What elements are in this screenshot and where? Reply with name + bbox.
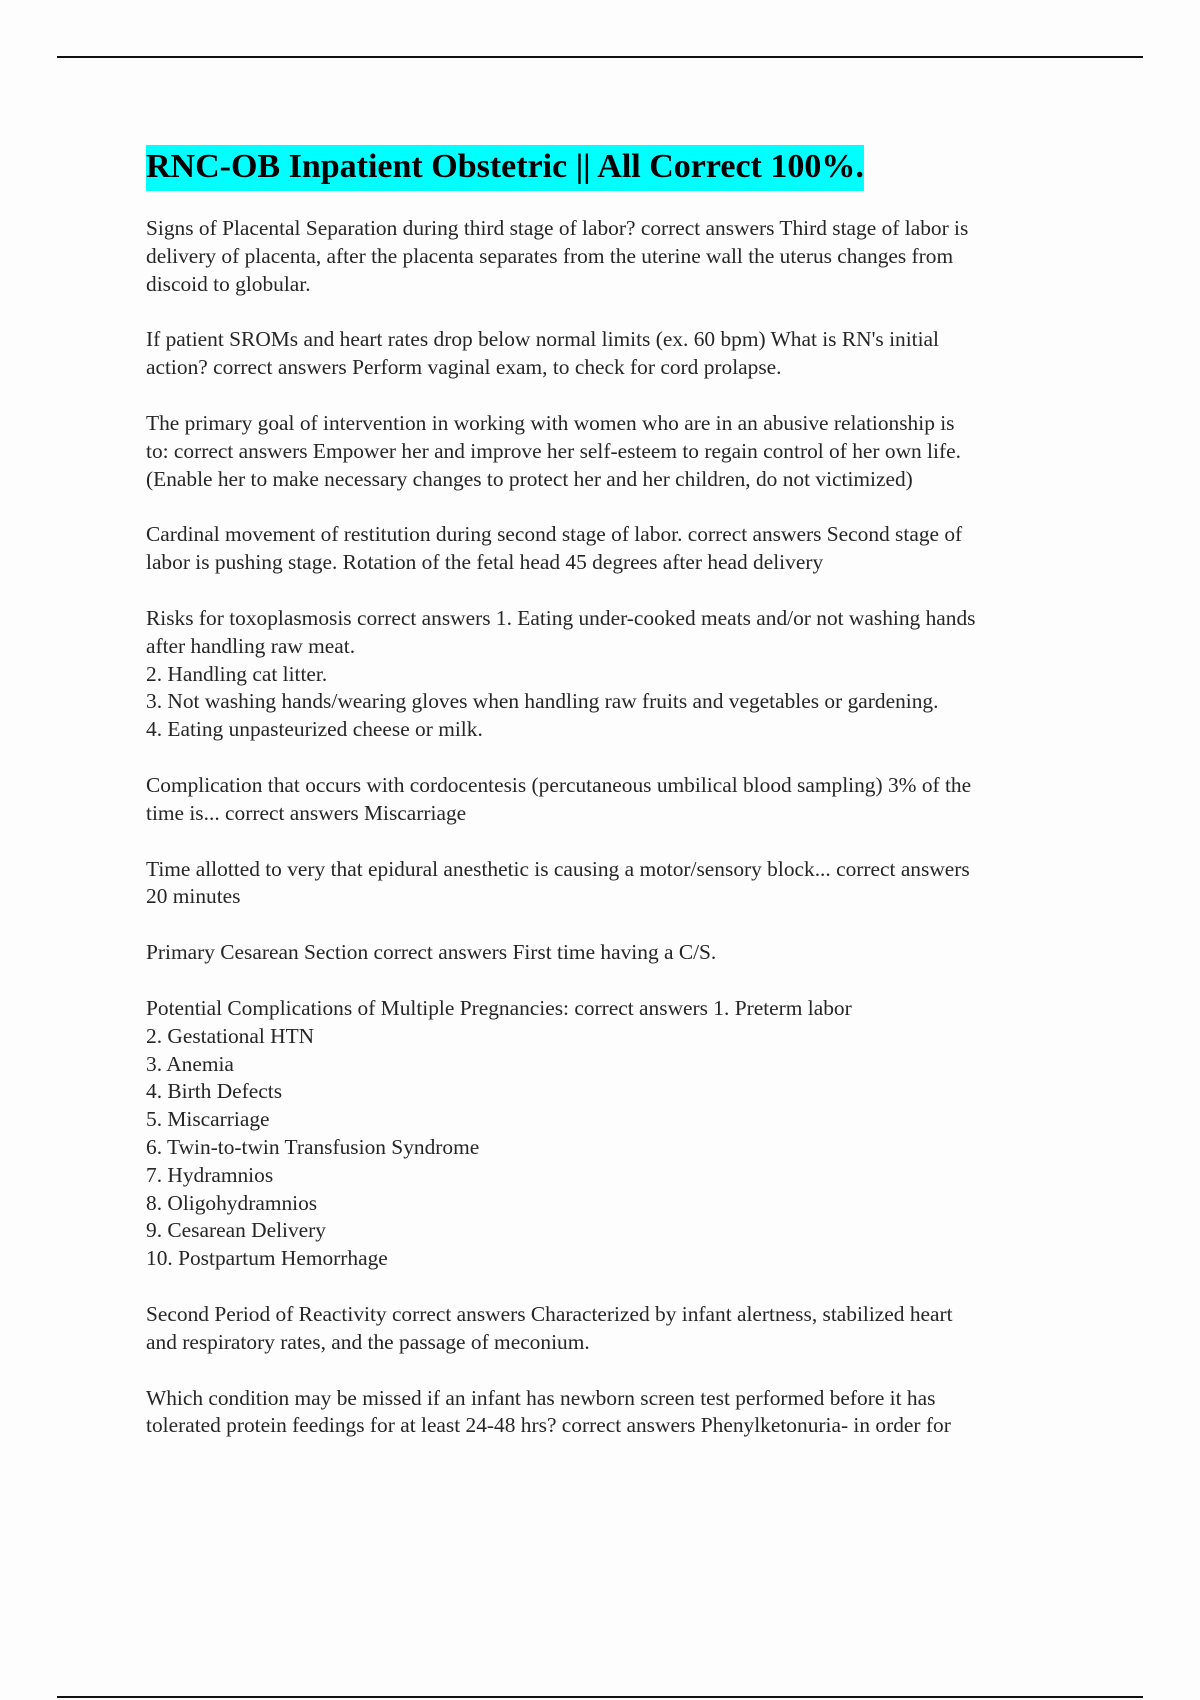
qa-line: (Enable her to make necessary changes to protect her and her children, do not victimized) — [146, 466, 913, 491]
document-body — [146, 145, 1096, 1440]
qa-line: 3. Anemia — [146, 1051, 234, 1076]
bottom-rule — [57, 1696, 1143, 1698]
qa-line: discoid to globular. — [146, 271, 311, 296]
document-title: RNC-OB Inpatient Obstetric || All Correct 100%. — [146, 145, 864, 191]
qa-item — [146, 772, 1096, 828]
qa-line: Complication that occurs with cordocentesis (percutaneous umbilical blood sampling) 3% of the — [146, 772, 972, 797]
qa-line: after handling raw meat. — [146, 633, 356, 658]
qa-line: 20 minutes — [146, 884, 241, 909]
qa-item — [146, 521, 1096, 577]
qa-item — [146, 995, 1096, 1273]
qa-line: 4. Eating unpasteurized cheese or milk. — [146, 717, 483, 742]
qa-item — [146, 856, 1096, 912]
qa-line: 10. Postpartum Hemorrhage — [146, 1246, 388, 1271]
qa-line: 7. Hydramnios — [146, 1162, 274, 1187]
qa-line: Cardinal movement of restitution during second stage of labor. correct answers Second stage of — [146, 522, 963, 547]
qa-line: 3. Not washing hands/wearing gloves when handling raw fruits and vegetables or gardening. — [146, 689, 939, 714]
qa-line: and respiratory rates, and the passage of meconium. — [146, 1329, 590, 1354]
qa-line: 2. Gestational HTN — [146, 1023, 315, 1048]
qa-line: Risks for toxoplasmosis correct answers 1. Eating under-cooked meats and/or not washing hands — [146, 605, 976, 630]
qa-line: Signs of Placental Separation during third stage of labor? correct answers Third stage of labor is — [146, 216, 969, 240]
qa-item — [146, 605, 1096, 744]
qa-item — [146, 410, 1096, 493]
qa-line: action? correct answers Perform vaginal exam, to check for cord prolapse. — [146, 355, 782, 380]
qa-line: tolerated protein feedings for at least 24-48 hrs? correct answers Phenylketonuria- in order for — [146, 1413, 951, 1438]
qa-list — [146, 215, 1096, 1440]
qa-item — [146, 326, 1096, 382]
qa-line: Second Period of Reactivity correct answers Characterized by infant alertness, stabilized heart — [146, 1301, 953, 1326]
top-rule — [57, 56, 1143, 58]
qa-line: delivery of placenta, after the placenta separates from the uterine wall the uterus changes from — [146, 243, 954, 268]
qa-line: 5. Miscarriage — [146, 1107, 270, 1132]
qa-line: Which condition may be missed if an infant has newborn screen test performed before it has — [146, 1385, 936, 1410]
qa-line: 8. Oligohydramnios — [146, 1190, 318, 1215]
qa-item — [146, 1385, 1096, 1441]
qa-line: labor is pushing stage. Rotation of the fetal head 45 degrees after head delivery — [146, 550, 824, 575]
qa-line: 9. Cesarean Delivery — [146, 1218, 326, 1243]
qa-line: to: correct answers Empower her and improve her self-esteem to regain control of her own life. — [146, 438, 961, 463]
qa-line: time is... correct answers Miscarriage — [146, 800, 467, 825]
qa-item — [146, 1301, 1096, 1357]
qa-item — [146, 939, 1096, 967]
qa-line: The primary goal of intervention in working with women who are in an abusive relationship is — [146, 410, 955, 435]
qa-line: 2. Handling cat litter. — [146, 661, 328, 686]
qa-line: Primary Cesarean Section correct answers First time having a C/S. — [146, 940, 717, 965]
qa-line: 6. Twin-to-twin Transfusion Syndrome — [146, 1134, 480, 1159]
qa-line: 4. Birth Defects — [146, 1079, 283, 1104]
qa-line: Potential Complications of Multiple Pregnancies: correct answers 1. Preterm labor — [146, 995, 852, 1020]
qa-line: If patient SROMs and heart rates drop below normal limits (ex. 60 bpm) What is RN's initial — [146, 327, 939, 352]
qa-item — [146, 215, 1096, 298]
qa-line: Time allotted to very that epidural anesthetic is causing a motor/sensory block... correct answers — [146, 856, 970, 881]
